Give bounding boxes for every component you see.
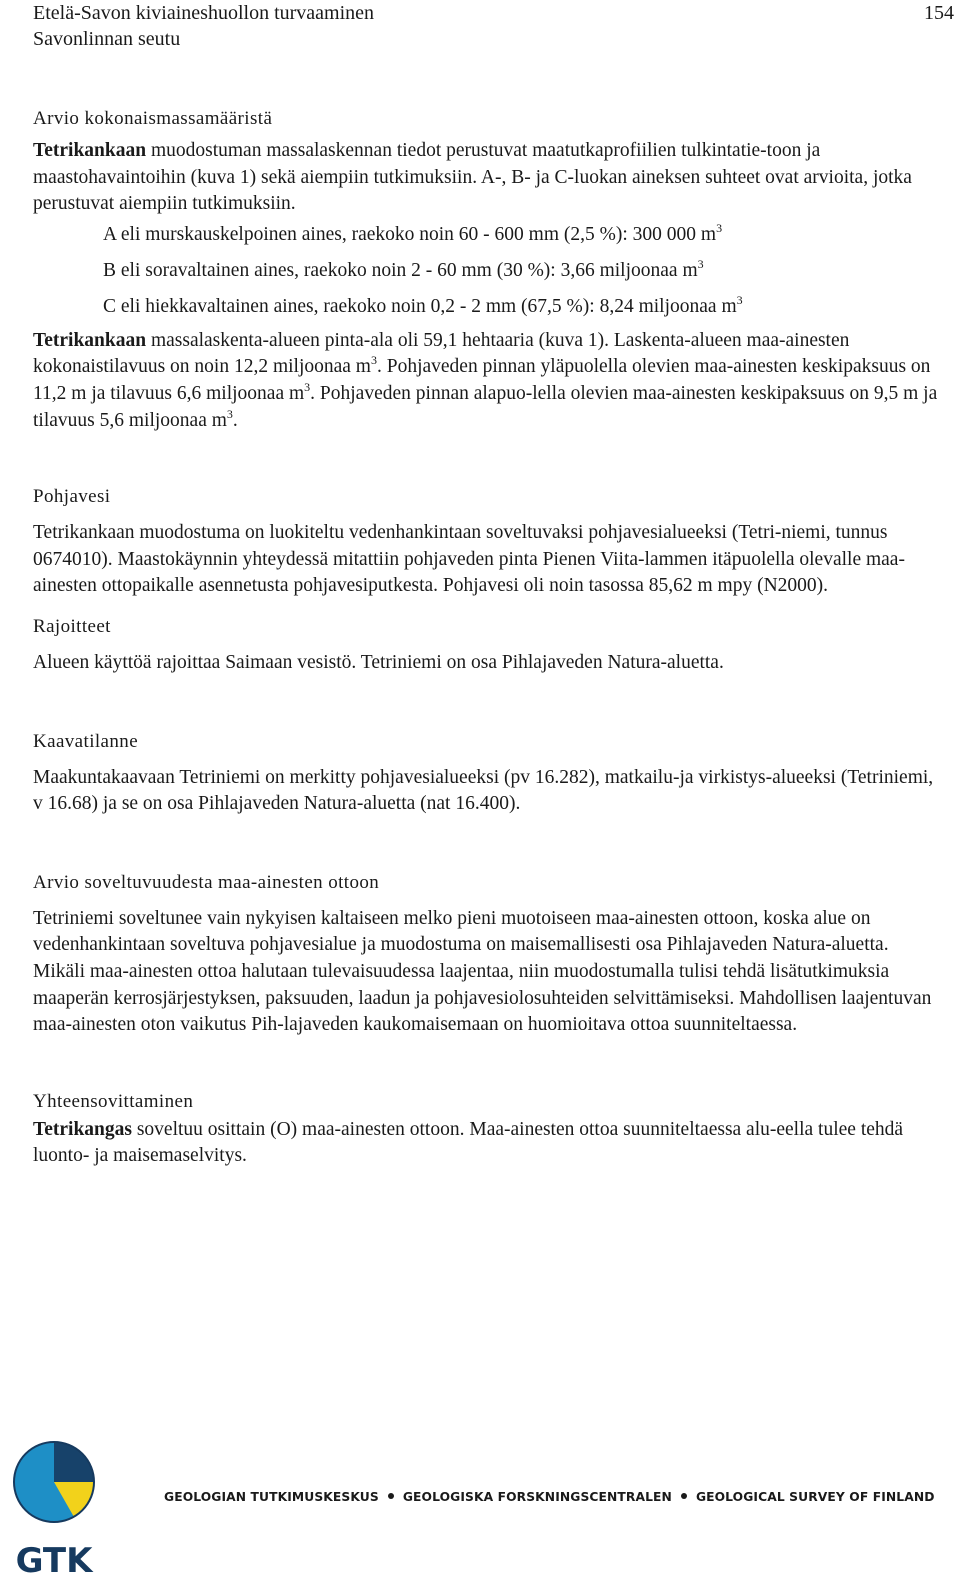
heading-estimate: Arvio kokonaismassamääristä (33, 108, 273, 129)
heading-zoning: Kaavatilanne (33, 730, 139, 752)
gtk-logo-text: GTK (15, 1541, 93, 1580)
zoning-paragraph: Maakuntakaavaan Tetriniemi on merkitty pohjavesialueeksi (pv 16.282), matkailu-ja virkistys-alueeksi (Tetriniemi, v 16.68) ja se on osa Pihlajaveden Natura-aluetta (nat 16.400). (33, 766, 934, 815)
restrictions-paragraph: Alueen käyttöä rajoittaa Saimaan vesistö. Tetriniemi on osa Pihlajaveden Natura-aluetta. (33, 651, 724, 673)
volume-bold: Tetrikankaan (33, 329, 147, 351)
fraction-item-a: A eli murskauskelpoinen aines, raekoko noin 60 - 600 mm (2,5 %): 300 000 $m^3$ (103, 220, 723, 245)
org-name-fi: GEOLOGIAN TUTKIMUSKESKUS (164, 1490, 379, 1504)
fraction-item-b: B eli soravaltainen aines, raekoko noin 2 - 60 mm (30 %): 3,66 miljoonaa $m^3$ (103, 256, 704, 281)
estimate-text: muodostuman massalaskennan tiedot perustuvat maatutkaprofiilien tulkintatie-toon ja maastohavaintoihin (kuva 1) sekä aiempiin tutkimuksiin. A-, B- ja C-luokan aineksen suhteet ovat arvioita, jotka perustuvat aiempiin tutkimuksiin. (33, 140, 912, 215)
gtk-logo (6, 1440, 102, 1580)
header-title-line2: Savonlinnan seutu (33, 28, 181, 50)
heading-suitability: Arvio soveltuvuudesta maa-ainesten ottoon (33, 871, 380, 893)
heading-restrictions: Rajoitteet (33, 615, 111, 637)
organisation-names (164, 1490, 935, 1504)
suitability-paragraph: Tetriniemi soveltunee vain nykyisen kaltaiseen melko pieni muotoiseen maa-ainesten ottoon, koska alue on vedenhankintaan soveltuva pohjavesialue ja muodostuma on maisemallisesti osa Pihlajaveden Natura-aluetta. Mikäli maa-ainesten ottoa halutaan tulevaisuudessa laajentaa, niin muodostumalla tulisi tehdä lisätutkimuksia maaperän kerrosjärjestyksen, paksuuden, laadun ja pohjavesiolosuhteiden selvittämiseksi. Mahdollisen laajentuvan maa-ainesten oton vaikutus Pih-lajaveden kaukomaisemaan on huomioitava ottoa suunniteltaessa. (33, 907, 932, 1036)
coordination-paragraph: Tetrikangas soveltuu osittain (O) maa-ainesten ottoon. Maa-ainesten ottoa suunniteltaessa alu-eella tulee tehdä luonto- ja maisemaselvitys. (33, 1118, 904, 1167)
volume-paragraph: Tetrikankaan massalaskenta-alueen pinta-ala oli 59,1 hehtaaria (kuva 1). Laskenta-alueen maa-ainesten kokonaistilavuus on noin 12,2 miljoonaa $m^3$. Pohjaveden pinnan yläpuolella olevien maa-ainesten keskipaksuus on 11,2 m ja tilavuus 6,6 miljoonaa $m^3$. Pohjaveden pinnan alapuo-lella olevien maa-ainesten keskipaksuus on 9,5 m ja tilavuus 5,6 miljoonaa $m^3$. (33, 329, 938, 431)
coordination-bold: Tetrikangas (33, 1118, 132, 1140)
heading-groundwater: Pohjavesi (33, 486, 111, 508)
separator-dot (388, 1493, 394, 1499)
document-body (33, 106, 941, 1170)
page-header (33, 0, 948, 52)
groundwater-paragraph: Tetrikankaan muodostuma on luokiteltu vedenhankintaan soveltuvaksi pohjavesialueeksi (Tetri-niemi, tunnus 0674010). Maastokäynnin yhteydessä mitattiin pohjaveden pinta Pienen Viita-lammen itäpuolella olevalle maa-ainesten ottopaikalle asennetusta pohjavesiputkesta. Pohjavesi oli noin tasossa 85,62 m mpy (N2000). (33, 522, 905, 597)
page-number: 154 (924, 2, 954, 24)
fraction-item-c: C eli hiekkavaltainen aines, raekoko noin 0,2 - 2 mm (67,5 %): 8,24 miljoonaa $m^3$ (103, 292, 743, 317)
org-name-en: GEOLOGICAL SURVEY OF FINLAND (695, 1490, 935, 1504)
separator-dot (681, 1493, 687, 1499)
org-name-sv: GEOLOGISKA FORSKNINGSCENTRALEN (402, 1490, 672, 1504)
estimate-paragraph (33, 138, 941, 218)
header-title-line1: Etelä-Savon kiviaineshuollon turvaaminen (33, 2, 375, 24)
heading-coordination: Yhteensovittaminen (33, 1090, 194, 1112)
estimate-bold: Tetrikankaan (33, 140, 147, 161)
page-footer (0, 1440, 960, 1583)
fraction-list (33, 222, 941, 320)
